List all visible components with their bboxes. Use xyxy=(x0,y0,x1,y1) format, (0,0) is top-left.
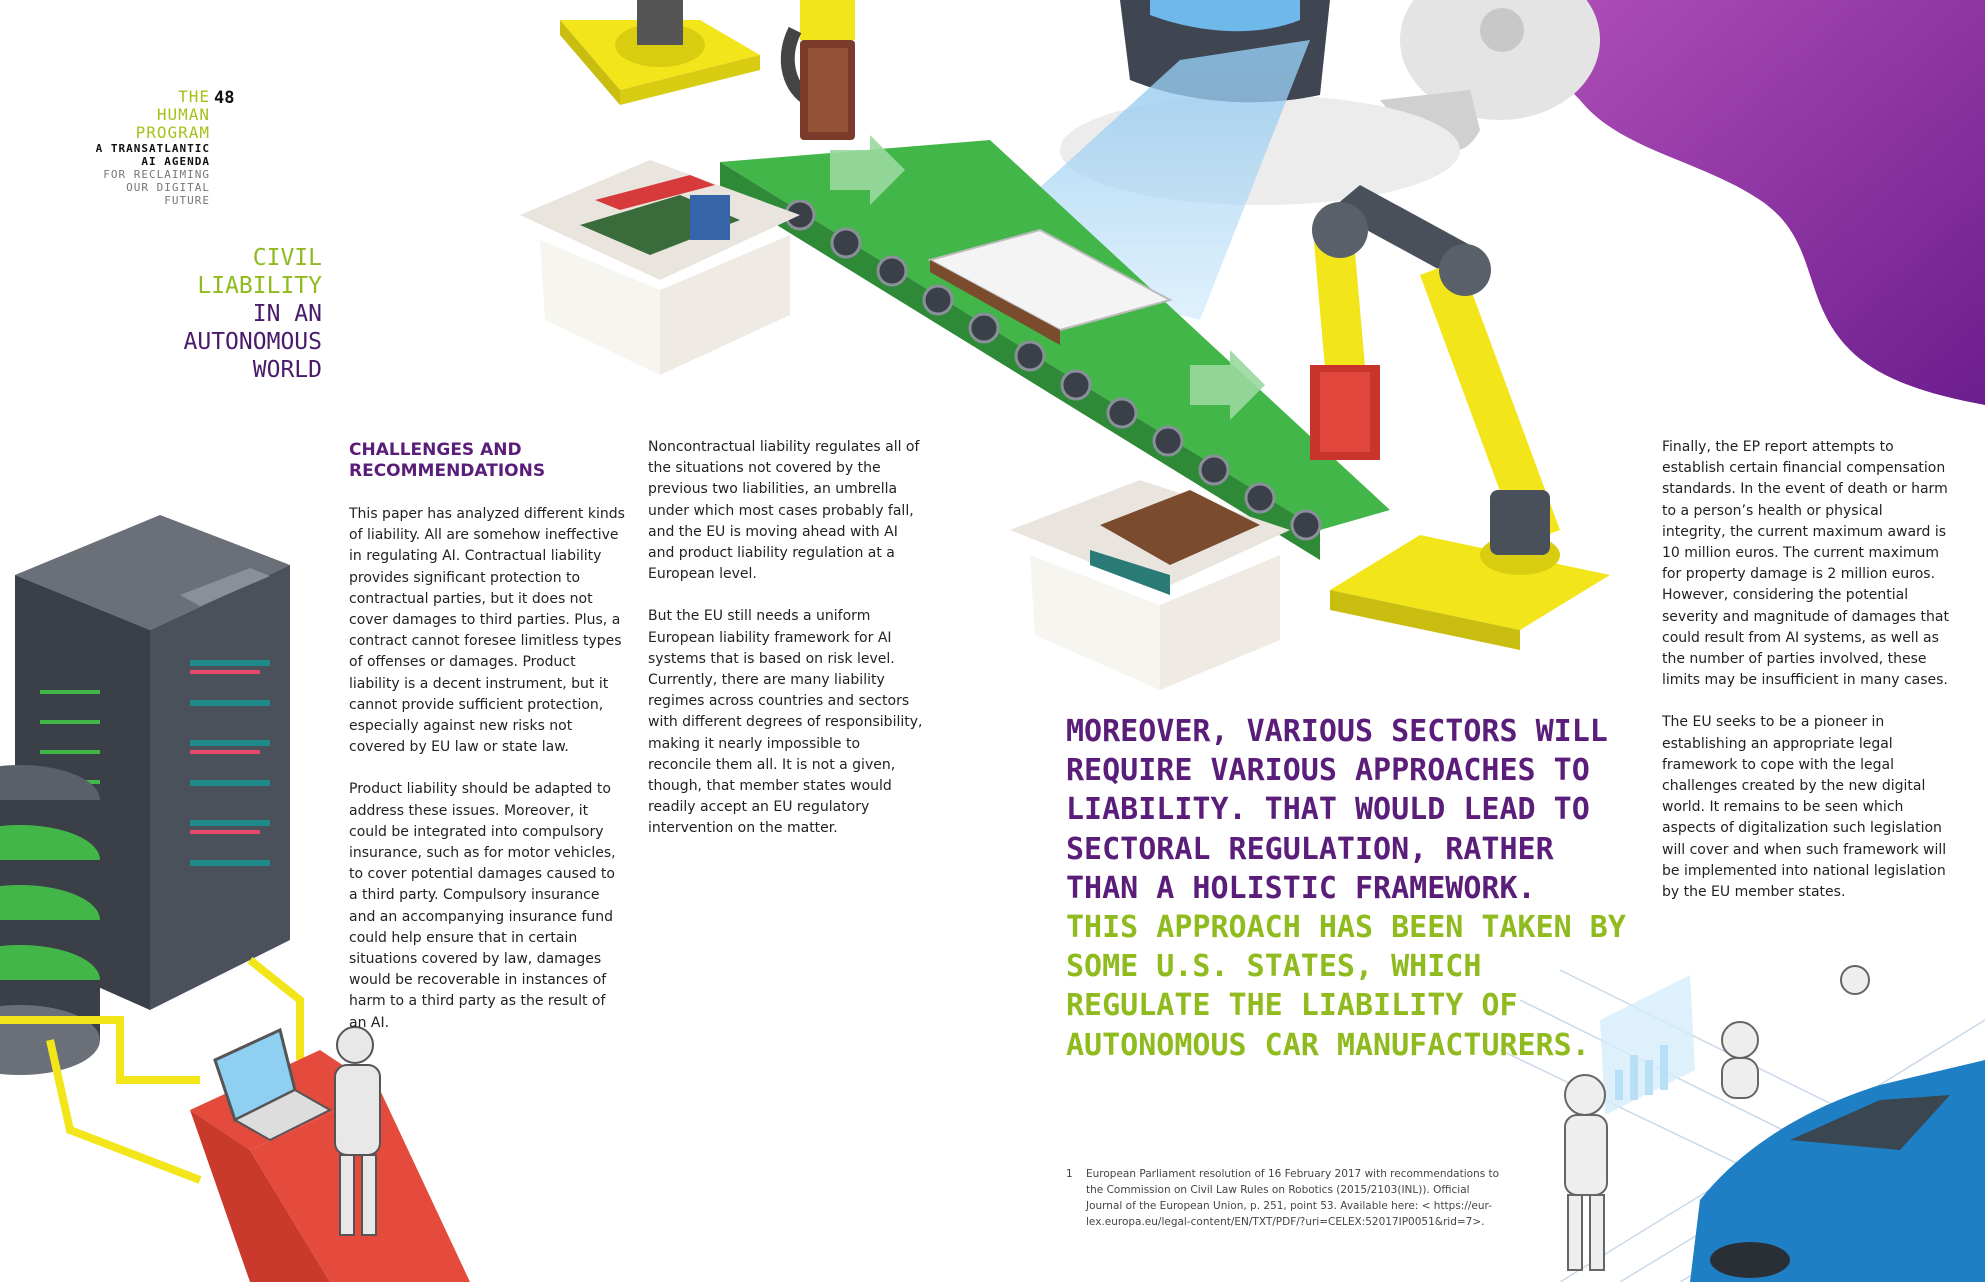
section-title-line: IN AN xyxy=(252,301,322,327)
body-paragraph: Product liability should be adapted to address these issues. Moreover, it could be integrated into compulsory insurance, such as for motor vehicles, to cover potential damages caused to a third party. Compulsory insurance and an accompanying insurance fund could help ensure that in certain situations covered by law, damages would be recoverable in instances of harm to a third party as the result of an AI. xyxy=(349,781,616,1031)
brand-title-line: PROGRAM xyxy=(135,123,210,142)
body-paragraph: The EU seeks to be a pioneer in establishing an appropriate legal framework to cope with the legal challenges created by the new digital world. It remains to be seen which aspects of digitalization such legislation will cover and when such framework will be implemented into national legislation by the EU member states. xyxy=(1662,714,1947,901)
section-title-line: WORLD xyxy=(252,357,322,383)
page-number: 48 xyxy=(214,88,235,108)
brand-title-line: THE xyxy=(178,87,210,106)
section-title xyxy=(110,244,322,384)
body-paragraph: This paper has analyzed different kinds of liability. All are somehow ineffective in regulating AI. Contractual liability provides significant protection to contractual parties, but it does not cover damages to third parties. Plus, a contract cannot foresee limitless types of offenses or damages. Product liability is a decent instrument, but it cannot provide sufficient protection, especially against new risks not covered by EU law or state law. xyxy=(349,506,625,756)
brand-tagline-line: FOR RECLAIMING xyxy=(103,168,210,181)
footnote-text: European Parliament resolution of 16 February 2017 with recommendations to the Commission on Civil Law Rules on Robotics (2015/2103(INL)). Official Journal of the European Union, p. 251, point 53. Available here: < https://eur-lex.europa.eu/legal-content/EN/TXT/PDF/?uri=CELEX:52017IP0051&rid=7>. xyxy=(1086,1168,1500,1228)
brand-title-line: HUMAN xyxy=(156,105,210,124)
brand-tagline-line: FUTURE xyxy=(164,194,210,207)
body-paragraph: Noncontractual liability regulates all of the situations not covered by the previous two liabilities, an umbrella under which most cases probably fall, and the EU is moving ahead with AI and product liability regulation at a European level. xyxy=(648,439,920,583)
text-column-1 xyxy=(349,440,627,1055)
brand-subtitle-line: A TRANSATLANTIC xyxy=(95,142,210,155)
footnote-number: 1 xyxy=(1066,1168,1073,1180)
pull-quote-green: THIS APPROACH HAS BEEN TAKEN BY SOME U.S. STATES, WHICH REGULATE THE LIABILITY OF AUTONOMOUS CAR MANUFACTURERS. xyxy=(1066,910,1626,1063)
body-paragraph: Finally, the EP report attempts to establish certain financial compensation standards. In the event of death or harm to a person’s health or physical integrity, the current maximum award is 10 million euros. The current maximum for property damage is 2 million euros. However, considering the potential severity and magnitude of damages that could result from AI systems, as well as the number of parties involved, these limits may be insufficient in many cases. xyxy=(1662,439,1949,689)
pull-quote-purple: MOREOVER, VARIOUS SECTORS WILL REQUIRE VARIOUS APPROACHES TO LIABILITY. THAT WOULD LEAD TO SECTORAL REGULATION, RATHER THAN A HOLISTIC FRAMEWORK. xyxy=(1066,714,1608,906)
database-stack-shape xyxy=(0,765,100,1075)
pull-quote xyxy=(1066,712,1626,1065)
body-paragraph: But the EU still needs a uniform European liability framework for AI systems that is based on risk level. Currently, there are many liability regimes across countries and sectors with different degrees of responsibility, making it nearly impossible to reconcile them all. It is not a given, though, that member states would readily accept an EU regulatory intervention on the matter. xyxy=(648,608,923,837)
section-title-line: AUTONOMOUS xyxy=(183,329,322,355)
text-column-2 xyxy=(648,437,926,861)
footnote xyxy=(1066,1166,1506,1230)
text-column-3 xyxy=(1662,437,1950,924)
brand-subtitle-line: AI AGENDA xyxy=(141,155,210,168)
publication-brand xyxy=(70,88,210,207)
purple-blob-shape xyxy=(1530,0,1985,405)
section-title-line: CIVIL xyxy=(252,245,322,271)
brand-tagline-line: OUR DIGITAL xyxy=(126,181,210,194)
column-heading: CHALLENGES AND RECOMMENDATIONS xyxy=(349,440,546,481)
section-title-line: LIABILITY xyxy=(197,273,322,299)
